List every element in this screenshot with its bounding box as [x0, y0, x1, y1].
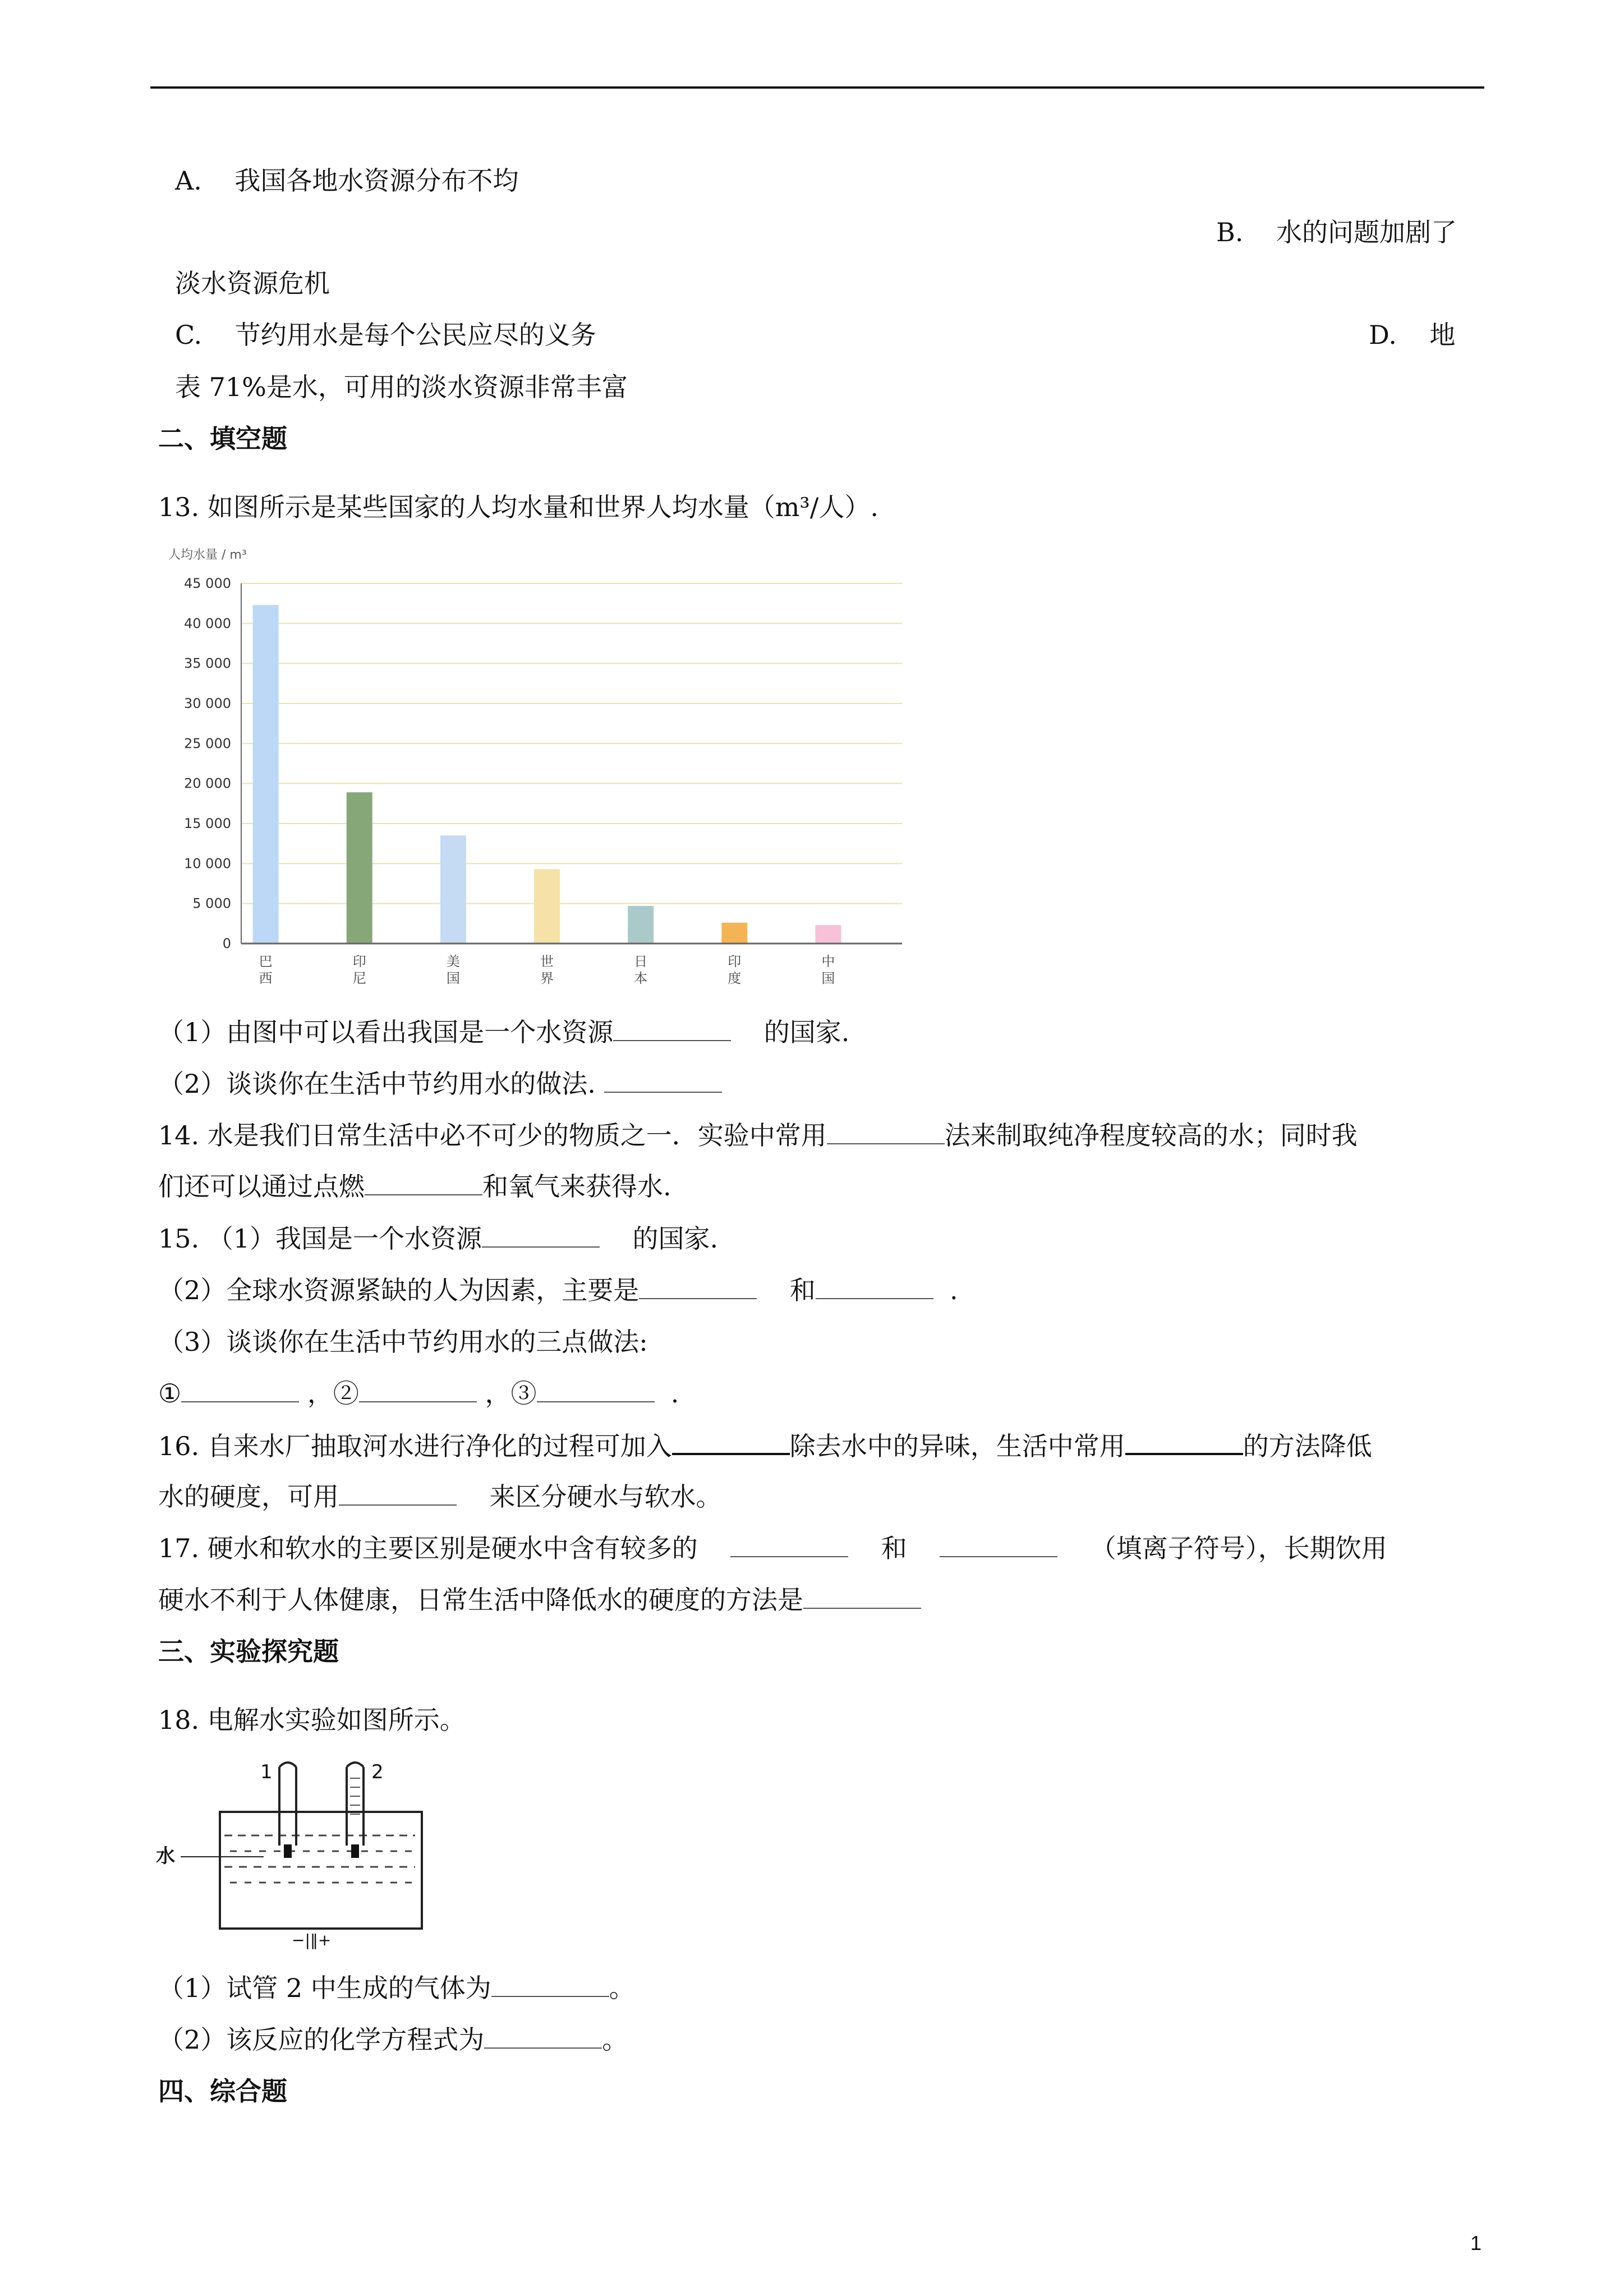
test-tube-1 — [279, 1763, 296, 1846]
question-13-part2: （2）谈谈你在生活中节约用水的做法. — [158, 1067, 722, 1101]
question-18-part1: （1）试管 2 中生成的气体为 。 — [158, 1971, 635, 2005]
question-13-part1: （1）由图中可以看出我国是一个水资源 的国家. — [158, 1015, 849, 1049]
chart-bar — [347, 792, 372, 944]
chart-category-label: 世界 — [540, 954, 554, 986]
chart-category-label: 中国 — [821, 954, 835, 986]
question-14-line1: 14. 水是我们日常生活中必不可少的物质之一．实验中常用 法来制取纯净程度较高的水；同时我 — [158, 1119, 1358, 1152]
chart-y-axis-label: 人均水量 / m³ — [168, 548, 247, 562]
chart-bar — [440, 835, 466, 944]
water-label: 水 — [156, 1845, 175, 1867]
option-b-continued: 淡水资源危机 — [175, 268, 330, 298]
answer-blank[interactable] — [604, 1067, 722, 1093]
answer-blank[interactable] — [613, 1015, 731, 1041]
chart-bar — [534, 869, 560, 944]
chart-category-label: 日本 — [634, 954, 648, 986]
question-14-line2: 们还可以通过点燃 和氧气来获得水. — [158, 1170, 671, 1203]
chart-y-tick-label: 35 000 — [184, 655, 231, 671]
chart-y-tick-label: 15 000 — [184, 816, 231, 831]
answer-blank[interactable] — [365, 1170, 482, 1195]
question-17-line1: 17. 硬水和软水的主要区别是硬水中含有较多的 和 （填离子符号），长期饮用 — [158, 1531, 1387, 1565]
section-heading-fill-in: 二、填空题 — [158, 424, 287, 454]
question-18-stem: 18. 电解水实验如图所示。 — [158, 1705, 466, 1735]
question-15-part2: （2）全球水资源紧缺的人为因素，主要是 和 . — [158, 1273, 958, 1307]
answer-blank[interactable] — [827, 1119, 945, 1144]
question-15-part1: 15. （1）我国是一个水资源 的国家. — [158, 1222, 718, 1255]
electrode-1 — [284, 1844, 292, 1858]
answer-blank[interactable] — [1125, 1428, 1243, 1455]
water-per-capita-chart — [157, 539, 920, 999]
gas-bubbles — [350, 1778, 360, 1814]
chart-category-label: 巴西 — [259, 954, 273, 986]
question-13-stem: 13. 如图所示是某些国家的人均水量和世界人均水量（m³/人）. — [158, 492, 878, 522]
answer-blank[interactable] — [940, 1531, 1057, 1557]
electrode-2 — [351, 1844, 359, 1858]
answer-blank[interactable] — [537, 1377, 655, 1402]
tube-1-label: 1 — [260, 1761, 273, 1783]
chart-y-tick-label: 40 000 — [184, 615, 231, 632]
chart-y-tick-label: 45 000 — [184, 576, 231, 591]
chart-bar — [628, 906, 654, 944]
answer-blank[interactable] — [730, 1531, 848, 1557]
chart-y-tick-label: 25 000 — [184, 735, 231, 752]
question-15-answers: ① ，② ，③ . — [158, 1377, 679, 1410]
question-17-line2: 硬水不利于人体健康，日常生活中降低水的硬度的方法是 — [158, 1583, 921, 1617]
option-d: D. 地 — [1369, 320, 1456, 350]
page-number: 1 — [1470, 2231, 1482, 2254]
chart-y-tick-label: 10 000 — [184, 855, 231, 872]
answer-blank[interactable] — [339, 1480, 457, 1506]
chart-y-tick-label: 5 000 — [192, 895, 231, 912]
water-trough — [220, 1812, 422, 1929]
chart-bar — [253, 605, 279, 944]
option-c: C. 节约用水是每个公民应尽的义务 — [175, 320, 596, 350]
question-18-part2: （2）该反应的化学方程式为 。 — [158, 2023, 628, 2056]
water-surface-lines — [224, 1835, 415, 1883]
option-b: B. 水的问题加剧了 — [1216, 217, 1457, 247]
answer-blank[interactable] — [639, 1273, 757, 1299]
chart-y-tick-label: 0 — [222, 936, 231, 951]
tube-2-label: 2 — [371, 1761, 384, 1783]
question-16-line1: 16. 自来水厂抽取河水进行净化的过程可加入 除去水中的异味，生活中常用 的方法降低 — [158, 1428, 1372, 1463]
section-heading-experiment: 三、实验探究题 — [158, 1636, 339, 1667]
answer-blank[interactable] — [484, 2023, 602, 2049]
answer-blank[interactable] — [482, 1222, 600, 1248]
battery-symbol: −|‖+ — [292, 1931, 332, 1949]
chart-y-tick-label: 20 000 — [184, 775, 231, 792]
chart-category-label: 印尼 — [352, 954, 366, 986]
answer-blank[interactable] — [181, 1377, 299, 1402]
chart-category-label: 美国 — [446, 954, 460, 986]
answer-blank[interactable] — [491, 1971, 609, 1997]
answer-blank[interactable] — [672, 1428, 790, 1455]
section-heading-comprehensive: 四、综合题 — [158, 2076, 287, 2106]
option-a: A. 我国各地水资源分布不均 — [175, 165, 519, 196]
chart-y-tick-label: 30 000 — [184, 696, 231, 711]
chart-bar — [815, 925, 841, 944]
answer-blank[interactable] — [359, 1377, 477, 1402]
option-d-continued: 表 71%是水，可用的淡水资源非常丰富 — [175, 372, 628, 402]
chart-category-label: 印度 — [728, 954, 742, 986]
electrolysis-diagram — [151, 1750, 443, 1952]
header-rule — [150, 86, 1484, 89]
answer-blank[interactable] — [803, 1583, 921, 1609]
test-tube-2 — [347, 1763, 364, 1846]
question-15-part3: （3）谈谈你在生活中节约用水的三点做法: — [158, 1327, 648, 1357]
answer-blank[interactable] — [816, 1273, 933, 1299]
chart-bar — [721, 923, 747, 944]
question-16-line2: 水的硬度，可用 来区分硬水与软水。 — [158, 1480, 722, 1513]
